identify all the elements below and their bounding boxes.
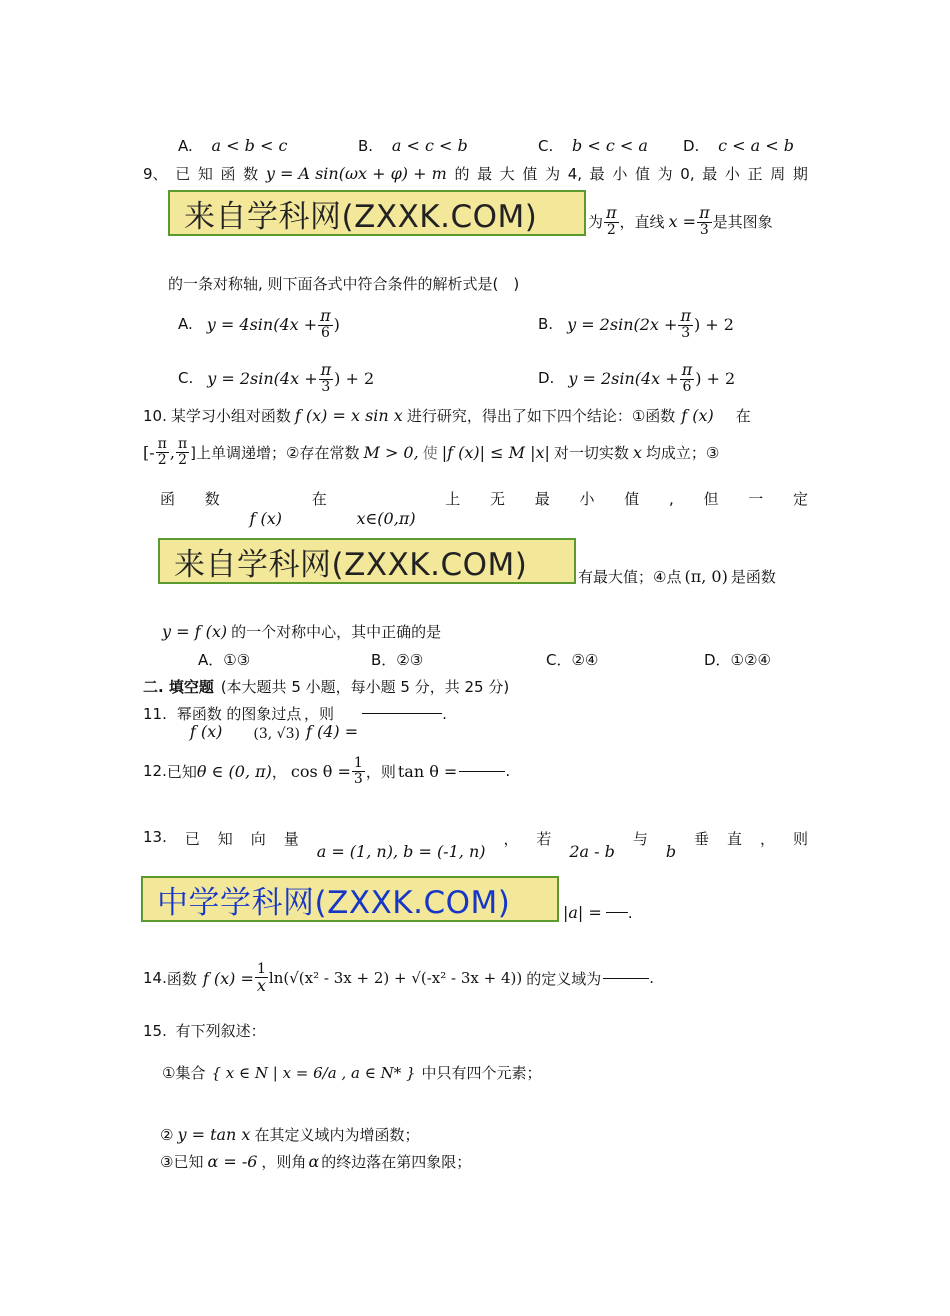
set-expression: { x ∈ N | x = 6/a , a ∈ N* } xyxy=(211,1063,416,1082)
stem-text: 是函数 xyxy=(730,568,776,586)
stem-char: 一 xyxy=(748,490,764,508)
constant-m: M > 0, xyxy=(363,442,419,462)
frac-num: π xyxy=(320,306,331,325)
option-math: y = 2sin(4x + xyxy=(568,368,679,388)
frac-den: x xyxy=(256,975,266,995)
stem-char: 在 xyxy=(311,490,327,508)
option-math: ) + 2 xyxy=(693,314,734,334)
stem-char: 为 xyxy=(657,165,673,183)
option-label: D. xyxy=(683,137,700,155)
function-formula: f (x) = x sin x xyxy=(294,406,403,425)
q14 xyxy=(143,962,654,994)
q10-line5 xyxy=(162,621,441,642)
stem-char: 数 xyxy=(243,165,259,183)
reciprocal-fraction xyxy=(255,962,268,994)
stem-char: 最 xyxy=(589,165,605,183)
stem-text: ，则 xyxy=(303,705,334,723)
frac-num: π xyxy=(320,360,332,379)
stem-char: 数 xyxy=(204,490,220,508)
vector-b: b xyxy=(665,842,677,861)
q13-line2 xyxy=(563,903,633,922)
frac-num: π xyxy=(606,203,617,222)
stem-char: 4, xyxy=(567,164,583,183)
stem-char: 知 xyxy=(217,830,233,848)
frac-den: 2 xyxy=(157,451,167,468)
frac-den: 3 xyxy=(681,324,691,341)
stem-char: 的 xyxy=(454,165,470,183)
answer-lhs: f (4) = xyxy=(305,722,359,741)
q15-item-2 xyxy=(160,1124,419,1145)
stem-char: 已 xyxy=(184,830,200,848)
q10-option-d: D．①②④ xyxy=(704,651,771,669)
theta-range: θ ∈ (0, π) xyxy=(196,761,272,781)
stem-char: 为 xyxy=(545,165,561,183)
option-fraction xyxy=(318,308,333,340)
option-label: A. xyxy=(178,315,193,334)
stem-char: 上 xyxy=(445,490,461,508)
watermark-banner-2: 来自学科网(ZXXK.COM) xyxy=(158,538,576,584)
frac-den: 3 xyxy=(699,221,709,238)
vector-expression: 2a - b xyxy=(569,842,615,861)
stem-text: 进行研究，得出了如下四个结论：①函数 xyxy=(406,407,676,425)
axis-fraction xyxy=(697,205,712,237)
item-text: ③已知 xyxy=(160,1153,204,1171)
frac-den: 3 xyxy=(353,770,363,787)
frac-num: π xyxy=(680,306,691,325)
interval-bracket: [- xyxy=(143,442,155,462)
stem-text: 幂函数 xyxy=(176,705,222,723)
q10-option-a: A．①③ xyxy=(198,651,251,669)
stem-char: 定 xyxy=(792,490,808,508)
stem-text: 某学习小组对函数 xyxy=(170,407,291,425)
watermark-banner-1: 来自学科网(ZXXK.COM) xyxy=(168,190,586,236)
log-expression: ln(√(x² - 3x + 2) + √(-x² - 3x + 4)) xyxy=(268,969,523,988)
frac-num: π xyxy=(681,360,693,379)
function-formula: f (x) xyxy=(681,406,714,425)
q8-option-c xyxy=(538,136,648,155)
stem-text: 函数 xyxy=(166,969,197,988)
option-math: ) + 2 xyxy=(334,368,375,388)
answer-blank[interactable] xyxy=(603,978,649,979)
stem-text: 的定义域为 xyxy=(526,969,602,988)
frac-num: π xyxy=(699,203,710,222)
option-math: b < c < a xyxy=(572,136,648,155)
option-math: y = 4sin(4x + xyxy=(206,314,318,334)
option-label: C. xyxy=(538,137,554,155)
stem-char: 最 xyxy=(534,490,550,508)
stem-char: 直 xyxy=(727,830,743,848)
option-fraction xyxy=(678,308,693,340)
stem-text: ， xyxy=(271,762,287,781)
q10-line2: [- $\frac{\pi}{2}$ , $\frac{\pi}{2}$ ]上单调递增；②存在常数 M > 0, 使 |f (x)| ≤ M |x| 对一切实数 x 均成立；③ xyxy=(143,436,720,468)
q8-option-a xyxy=(178,136,287,155)
question-number: 15. xyxy=(143,1022,167,1040)
answer-blank[interactable] xyxy=(362,713,442,714)
stem-char: 但 xyxy=(703,490,719,508)
stem-text: 是其图象 xyxy=(712,212,773,231)
cos-lhs: cos θ = xyxy=(290,761,351,781)
stem-char: 垂 xyxy=(694,830,710,848)
variable-x: x xyxy=(632,442,642,462)
frac-den: 2 xyxy=(178,451,188,468)
option-label: C. xyxy=(178,369,194,388)
stem-text: 对一切实数 xyxy=(553,443,629,462)
q9-option-c xyxy=(178,362,374,394)
item-text: ①集合 xyxy=(162,1064,206,1082)
frac-den: 2 xyxy=(606,221,616,238)
section-note: (本大题共 5 小题，每小题 5 分，共 25 分) xyxy=(220,678,510,696)
stem-char: 值 xyxy=(522,165,538,183)
q15-item-3 xyxy=(160,1151,471,1172)
stem-char: 知 xyxy=(197,165,213,183)
item-text: 的终边落在第四象限； xyxy=(321,1153,472,1171)
stem-char: 最 xyxy=(702,165,718,183)
q9-line2: 的一条对称轴, 则下面各式中符合条件的解析式是( ) xyxy=(168,275,520,293)
period-fraction xyxy=(604,205,619,237)
item-text: 在其定义域内为增函数； xyxy=(254,1126,420,1144)
option-math: a < c < b xyxy=(391,136,468,155)
stem-char: 小 xyxy=(579,490,595,508)
stem-text: 的一个对称中心，其中正确的是 xyxy=(231,623,442,641)
section-title: 二. 填空题 xyxy=(143,678,214,696)
frac-den: 6 xyxy=(320,324,330,341)
stem-char: 若 xyxy=(536,830,552,848)
stem-text: 有最大值；④点 xyxy=(578,568,682,586)
q8-option-b xyxy=(358,136,468,155)
stem-char: ， xyxy=(503,830,519,848)
stem-text: . xyxy=(627,903,633,922)
item-text: 中只有四个元素； xyxy=(421,1064,542,1082)
stem-char: 函 xyxy=(220,165,236,183)
vector-definition: a = (1, n), b = (-1, n) xyxy=(316,842,486,861)
stem-char: 期 xyxy=(792,165,808,183)
point: (π, 0) xyxy=(684,567,728,586)
q10-line3 xyxy=(160,488,808,528)
function-formula: f (x) xyxy=(189,722,223,741)
option-label: B. xyxy=(538,315,554,334)
option-fraction xyxy=(319,362,334,394)
stem-char: , xyxy=(668,489,674,508)
question-number: 11. xyxy=(143,704,167,723)
q10-line4 xyxy=(578,566,776,587)
stem-char: 周 xyxy=(770,165,786,183)
interval-fraction xyxy=(156,437,169,467)
function-formula: y = f (x) xyxy=(162,622,228,641)
stem-char: 向 xyxy=(250,830,266,848)
cos-fraction xyxy=(352,756,365,786)
question-number: 12. xyxy=(143,762,167,781)
stem-text: 已知 xyxy=(166,762,197,781)
q9-option-b xyxy=(538,308,734,340)
stem-text: ，直线 xyxy=(619,212,665,231)
q15-title xyxy=(143,1020,266,1041)
q10-line1 xyxy=(143,405,751,426)
stem-char: 与 xyxy=(632,830,648,848)
stem-char: 量 xyxy=(283,830,299,848)
q10-option-c: C．②④ xyxy=(546,651,599,669)
q11 xyxy=(143,703,447,742)
frac-num: π xyxy=(157,436,167,452)
frac-num: π xyxy=(177,436,188,452)
stem-text: 有下列叙述： xyxy=(175,1022,266,1040)
domain-interval: x∈(0,π) xyxy=(356,509,416,528)
item-text: ，则角 xyxy=(261,1153,307,1171)
stem-char: 小 xyxy=(612,165,628,183)
q13-line1 xyxy=(143,828,808,861)
function-formula: y = A sin(ωx + φ) + m xyxy=(265,164,447,183)
q8-option-d xyxy=(683,136,794,155)
stem-char: 函 xyxy=(160,490,176,508)
option-math: y = 2sin(2x + xyxy=(567,314,678,334)
stem-char: 已 xyxy=(175,165,191,183)
option-math: y = 2sin(4x + xyxy=(207,368,318,388)
function-formula: f (x) xyxy=(249,509,282,528)
stem-char: 大 xyxy=(499,165,515,183)
point: (3, √3) xyxy=(253,725,300,742)
option-math: ) + 2 xyxy=(695,368,736,388)
question-number: 13. xyxy=(143,828,167,846)
item-text: ② xyxy=(160,1125,174,1144)
function-formula: y = tan x xyxy=(177,1125,251,1144)
stem-char: 正 xyxy=(747,165,763,183)
option-fraction xyxy=(680,362,695,394)
angle-symbol: α xyxy=(308,1152,320,1171)
inequality: |f (x)| ≤ M |x| xyxy=(441,442,550,462)
stem-char: 值 xyxy=(634,165,650,183)
q15-item-1 xyxy=(162,1062,542,1083)
option-math: a < b < c xyxy=(211,136,288,155)
q9-period-line xyxy=(588,205,773,237)
q9-option-d xyxy=(538,362,735,394)
frac-num: 1 xyxy=(353,755,363,771)
frac-num: 1 xyxy=(256,961,266,977)
stem-text: 为 xyxy=(588,212,604,231)
frac-den: 3 xyxy=(321,378,331,395)
magnitude-lhs: |a| = xyxy=(563,903,602,922)
option-math: c < a < b xyxy=(718,136,795,155)
stem-char: 则 xyxy=(792,830,808,848)
q9-stem xyxy=(143,163,808,184)
answer-blank[interactable] xyxy=(459,771,505,772)
question-number: 14. xyxy=(143,969,167,988)
answer-blank[interactable] xyxy=(606,912,628,913)
q10-option-b: B．②③ xyxy=(371,651,424,669)
option-label: B. xyxy=(358,137,374,155)
stem-text: ，则 xyxy=(365,762,396,781)
q9-option-a xyxy=(178,308,340,340)
option-label: D. xyxy=(538,369,555,388)
frac-den: 6 xyxy=(682,378,692,395)
section-2-header xyxy=(143,676,509,697)
stem-text: . xyxy=(649,969,655,988)
q12 xyxy=(143,756,510,786)
option-math: ) xyxy=(333,314,340,334)
stem-text: 在 xyxy=(735,407,751,425)
interval-fraction xyxy=(176,437,189,467)
question-number: 9、 xyxy=(143,165,168,183)
stem-text: 使 xyxy=(422,443,438,462)
stem-char: 0, xyxy=(680,164,695,183)
stem-text: 均成立；③ xyxy=(645,443,720,462)
stem-text: . xyxy=(442,704,447,723)
tan-lhs: tan θ = xyxy=(397,761,458,781)
stem-text: ]上单调递增；②存在常数 xyxy=(190,443,360,462)
watermark-banner-3: 中学学科网(ZXXK.COM) xyxy=(141,876,559,922)
stem-text: 的图象过点 xyxy=(226,705,302,723)
angle-value: α = -6 xyxy=(207,1152,258,1171)
stem-text: . xyxy=(505,762,511,781)
question-number: 10. xyxy=(143,406,167,425)
stem-char: ， xyxy=(759,830,775,848)
stem-char: 无 xyxy=(490,490,506,508)
option-label: A. xyxy=(178,137,193,155)
function-lhs: f (x) = xyxy=(202,968,254,988)
stem-char: 值 xyxy=(624,490,640,508)
axis-lhs: x = xyxy=(668,211,697,231)
stem-char: 最 xyxy=(477,165,493,183)
stem-char: 小 xyxy=(724,165,740,183)
